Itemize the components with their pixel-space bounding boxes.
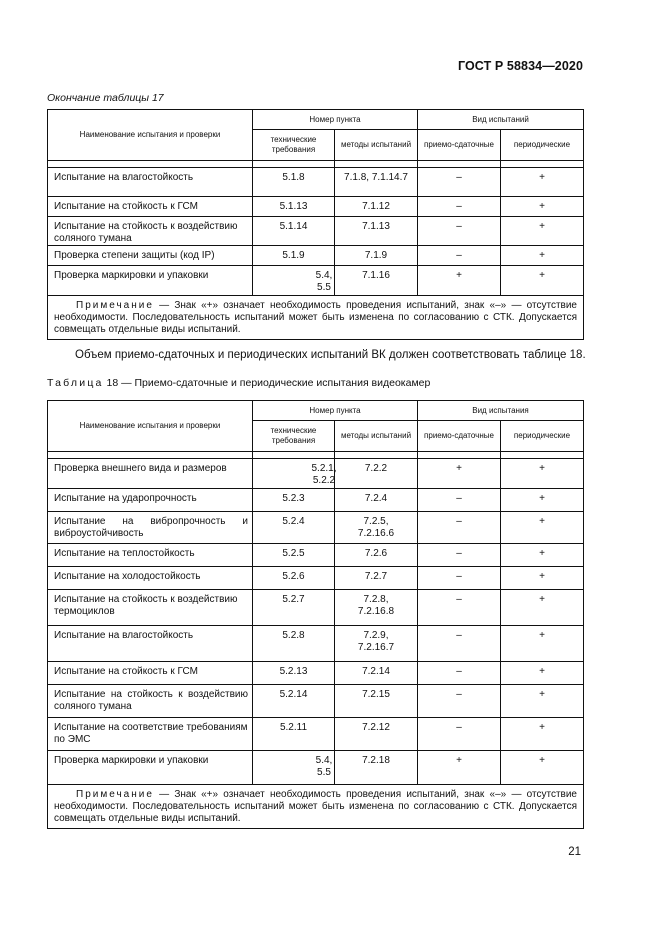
cell-method: 7.2.12 (335, 718, 418, 751)
cell-tech-req: 5.2.4 (253, 512, 335, 544)
col-header-acceptance: приемо-сдаточные (418, 421, 501, 452)
table-continuation-caption: Окончание таблицы 17 (47, 92, 164, 104)
cell-periodic: + (501, 685, 584, 718)
col-header-periodic: периодические (501, 130, 584, 161)
cell-acceptance: – (418, 489, 501, 512)
cell-acceptance: – (418, 512, 501, 544)
table-row (48, 662, 584, 685)
table-row (48, 590, 584, 626)
cell-acceptance: + (418, 751, 501, 785)
col-header-clause: Номер пункта (253, 401, 418, 421)
cell-periodic: + (501, 168, 584, 197)
table-note-row (48, 296, 584, 340)
table-row (48, 246, 584, 266)
page-number: 21 (568, 846, 581, 858)
cell-test-name: Испытание на холодостойкость (48, 567, 253, 590)
cell-periodic: + (501, 626, 584, 662)
cell-test-name: Проверка маркировки и упаковки (48, 751, 253, 785)
cell-tech-req: 5.2.5 (253, 544, 335, 567)
cell-acceptance: – (418, 626, 501, 662)
cell-method: 7.1.13 (335, 217, 418, 246)
cell-test-name: Испытание на вибропрочность и виброустойчивость (48, 512, 253, 544)
cell-test-name: Испытание на стойкость к ГСМ (48, 662, 253, 685)
cell-acceptance: – (418, 590, 501, 626)
cell-acceptance: + (418, 459, 501, 489)
table-row (48, 168, 584, 197)
cell-periodic: + (501, 567, 584, 590)
cell-acceptance: – (418, 197, 501, 217)
cell-periodic: + (501, 718, 584, 751)
cell-method: 7.2.15 (335, 685, 418, 718)
header-gap-row (48, 161, 584, 168)
cell-tech-req: 5.1.13 (253, 197, 335, 217)
cell-method: 7.1.9 (335, 246, 418, 266)
cell-acceptance: – (418, 246, 501, 266)
cell-tech-req: 5.2.11 (253, 718, 335, 751)
cell-test-name: Испытание на влагостойкость (48, 168, 253, 197)
cell-tech-req: 5.2.8 (253, 626, 335, 662)
note-heading: Примечание (76, 789, 154, 800)
cell-test-name: Испытание на стойкость к ГСМ (48, 197, 253, 217)
cell-test-name: Проверка степени защиты (код IP) (48, 246, 253, 266)
col-header-methods: методы испытаний (335, 421, 418, 452)
cell-acceptance: – (418, 544, 501, 567)
cell-tech-req: 5.4, 5.5 (253, 751, 335, 785)
col-header-methods: методы испытаний (335, 130, 418, 161)
col-header-test-type: Вид испытания (418, 401, 584, 421)
cell-method: 7.2.9, 7.2.16.7 (335, 626, 418, 662)
cell-tech-req: 5.1.8 (253, 168, 335, 197)
cell-test-name: Испытание на стойкость к воздействию соляного тумана (48, 217, 253, 246)
table-label: Таблица (47, 377, 104, 389)
cell-tech-req: 5.4, 5.5 (253, 266, 335, 296)
cell-test-name: Испытание на ударопрочность (48, 489, 253, 512)
col-header-clause: Номер пункта (253, 110, 418, 130)
table-row (48, 217, 584, 246)
table-row (48, 626, 584, 662)
cell-acceptance: – (418, 718, 501, 751)
cell-test-name: Испытание на соответствие требованиям по ЭМС (48, 718, 253, 751)
cell-method: 7.1.8, 7.1.14.7 (335, 168, 418, 197)
note-text: — Знак «+» означает необходимость проведения испытаний, знак «–» — отсутствие необходимости. Последовательность испытаний может быть изменена по согласованию с СТК. Допускается совмещать отдельные виды испытаний. (54, 300, 577, 335)
col-header-name: Наименование испытания и проверки (48, 110, 253, 161)
body-paragraph: Объем приемо-сдаточных и периодических испытаний ВК должен соответствовать таблице 18. (75, 349, 586, 361)
table-row (48, 489, 584, 512)
document-code: ГОСТ Р 58834—2020 (457, 59, 583, 73)
col-header-test-type: Вид испытаний (418, 110, 584, 130)
cell-periodic: + (501, 246, 584, 266)
cell-periodic: + (501, 590, 584, 626)
note-heading: Примечание (76, 300, 154, 311)
cell-test-name: Испытание на влагостойкость (48, 626, 253, 662)
cell-acceptance: – (418, 217, 501, 246)
cell-tech-req: 5.1.9 (253, 246, 335, 266)
table-note (48, 785, 584, 829)
table-row (48, 567, 584, 590)
note-text: — Знак «+» означает необходимость проведения испытаний, знак «–» — отсутствие необходимости. Последовательность испытаний может быть изменена по согласованию с СТК. Допускается совмещать отдельные виды испытаний. (54, 789, 577, 824)
cell-tech-req: 5.2.1, 5.2.2 (253, 459, 335, 489)
cell-method: 7.2.4 (335, 489, 418, 512)
cell-periodic: + (501, 512, 584, 544)
table-17-end (47, 109, 584, 340)
table-row (48, 751, 584, 785)
table-row (48, 685, 584, 718)
col-header-periodic: периодические (501, 421, 584, 452)
cell-acceptance: – (418, 168, 501, 197)
col-header-tech-req: технические требования (253, 130, 335, 161)
cell-periodic: + (501, 544, 584, 567)
cell-periodic: + (501, 266, 584, 296)
table-row (48, 512, 584, 544)
cell-periodic: + (501, 217, 584, 246)
cell-acceptance: + (418, 266, 501, 296)
table-18-caption (47, 377, 430, 389)
col-header-tech-req: технические требования (253, 421, 335, 452)
table-note (48, 296, 584, 340)
cell-method: 7.2.18 (335, 751, 418, 785)
table-row (48, 544, 584, 567)
cell-test-name: Испытание на теплостойкость (48, 544, 253, 567)
cell-tech-req: 5.1.14 (253, 217, 335, 246)
cell-tech-req: 5.2.6 (253, 567, 335, 590)
cell-periodic: + (501, 197, 584, 217)
cell-method: 7.1.16 (335, 266, 418, 296)
cell-acceptance: – (418, 662, 501, 685)
cell-periodic: + (501, 489, 584, 512)
table-18 (47, 400, 584, 829)
cell-periodic: + (501, 459, 584, 489)
col-header-acceptance: приемо-сдаточные (418, 130, 501, 161)
cell-tech-req: 5.2.14 (253, 685, 335, 718)
cell-test-name: Проверка маркировки и упаковки (48, 266, 253, 296)
table-note-row (48, 785, 584, 829)
cell-method: 7.2.2 (335, 459, 418, 489)
cell-tech-req: 5.2.13 (253, 662, 335, 685)
col-header-name: Наименование испытания и проверки (48, 401, 253, 452)
cell-method: 7.2.5, 7.2.16.6 (335, 512, 418, 544)
cell-periodic: + (501, 751, 584, 785)
cell-tech-req: 5.2.7 (253, 590, 335, 626)
cell-acceptance: – (418, 567, 501, 590)
cell-method: 7.2.14 (335, 662, 418, 685)
cell-acceptance: – (418, 685, 501, 718)
cell-method: 7.2.6 (335, 544, 418, 567)
table-title: 18 — Приемо-сдаточные и периодические испытания видеокамер (103, 377, 431, 389)
table-row (48, 459, 584, 489)
cell-test-name: Испытание на стойкость к воздействию термоциклов (48, 590, 253, 626)
cell-test-name: Проверка внешнего вида и размеров (48, 459, 253, 489)
table-row (48, 718, 584, 751)
cell-method: 7.2.8, 7.2.16.8 (335, 590, 418, 626)
header-gap-row (48, 452, 584, 459)
cell-method: 7.1.12 (335, 197, 418, 217)
table-row (48, 197, 584, 217)
table-row (48, 266, 584, 296)
cell-test-name: Испытание на стойкость к воздействию соляного тумана (48, 685, 253, 718)
cell-tech-req: 5.2.3 (253, 489, 335, 512)
cell-method: 7.2.7 (335, 567, 418, 590)
cell-periodic: + (501, 662, 584, 685)
